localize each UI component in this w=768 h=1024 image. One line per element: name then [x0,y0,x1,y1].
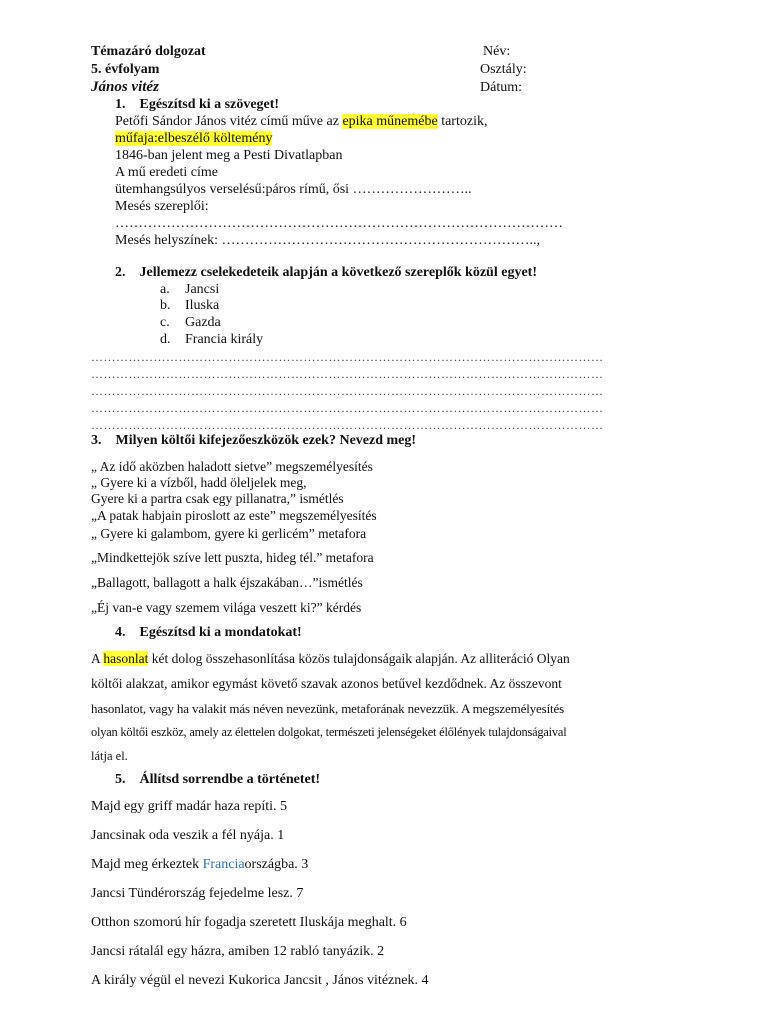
answer-dot-line: …………………………………………………………………………………………………………… [91,350,604,364]
q1-line-8: Mesés helyszínek: ………………………………………………………….., [115,233,541,248]
answer-dot-line: …………………………………………………………………………………………………………… [91,418,604,432]
q4-line-1-start: A [91,651,104,666]
q3-line: „A patak habjain piroslott az este” megszemélyesítés [91,508,377,523]
q2-option-b-letter: b. [160,298,171,313]
france-start: Majd meg érkeztek [91,857,203,872]
q3-line: „ Gyere ki a vízből, hadd öleljelek meg, [91,475,307,490]
answer-dot-line: …………………………………………………………………………………………………………… [91,401,604,415]
q4-line-1 [91,651,570,667]
story-item-france [91,857,308,873]
q1-line-2 [115,131,272,147]
q1-line-7: …………………………………………………………………………………… [115,216,563,231]
story-item: A király végül el nevezi Kukorica Jancsit , János vitéznek. 4 [91,973,429,988]
q4-heading: 4. Egészítsd ki a mondatokat! [115,625,302,640]
q1-highlight-epika: epika műnemébe [342,114,438,129]
q4-highlight-hasonlat: hasonlat [103,651,149,666]
q1-line-1 [115,114,487,130]
q3-line: Gyere ki a partra csak egy pillanatra,” ismétlés [91,491,344,506]
name-label: Név: [483,44,511,59]
q3-heading: 3. Milyen költői kifejezőeszközök ezek? Nevezd meg! [91,433,417,448]
q2-option-a: Jancsi [185,282,220,297]
q2-option-c-letter: c. [160,315,170,330]
story-item: Jancsi rátalál egy házra, amiben 12 rabló tanyázik. 2 [91,944,385,959]
story-item: Majd egy griff madár haza repíti. 5 [91,799,288,814]
q3-line: „Ballagott, ballagott a halk éjszakában…”ismétlés [91,575,363,590]
subject-title: János vitéz [91,79,159,95]
q5-heading: 5. Állítsd sorrendbe a történetet! [115,772,321,787]
answer-dot-line: …………………………………………………………………………………………………………… [91,384,604,398]
q2-option-a-letter: a. [160,282,170,297]
france-word: Francia [202,857,245,872]
q2-option-d-letter: d. [160,332,171,347]
answer-dot-line: …………………………………………………………………………………………………………… [91,367,604,381]
q1-line-6: Mesés szereplői: [115,199,209,214]
q4-line-3: hasonlatot, vagy ha valakit más néven nevezünk, metaforának nevezzük. A megszemélyesítés [91,701,565,716]
q4-line-2: költői alakzat, amikor egymást követő szavak azonos betűvel kezdődnek. Az összevont [91,676,562,691]
q1-highlight-genre: műfaja:elbeszélő költemény [115,131,273,146]
france-end: országba. 3 [244,857,309,872]
q4-line-1-end: két dolog összehasonlítása közös tulajdonságaik alapján. Az alliteráció Olyan [148,651,570,666]
q1-line-3: 1846-ban jelent meg a Pesti Divatlapban [115,148,343,163]
q4-line-4: olyan költői eszköz, amely az élettelen dolgokat, természeti jelenségeket élőlények tulajdonságaival [91,725,567,739]
worksheet-title: Témazáró dolgozat [91,44,206,59]
grade-label: 5. évfolyam [91,62,160,77]
q2-option-b: Iluska [185,298,220,313]
q4-line-5: látja el. [91,749,128,763]
date-label: Dátum: [480,80,522,95]
q1-heading: 1. Egészítsd ki a szöveget! [115,97,280,112]
story-item: Jancsi Tündérország fejedelme lesz. 7 [91,886,304,901]
story-item: Jancsinak oda veszik a fél nyája. 1 [91,828,285,843]
q3-line: „ Az idő aközben haladott sietve” megszemélyesítés [91,459,373,474]
q2-option-c: Gazda [185,315,221,330]
q1-line-1-end: tartozik, [437,114,488,129]
q2-option-d: Francia király [185,332,264,347]
q1-line-1-start: Petőfi Sándor János vitéz című műve az [115,114,343,129]
story-item: Otthon szomorú hír fogadja szeretett Iluskája meghalt. 6 [91,915,407,930]
q3-line: „ Gyere ki galambom, gyere ki gerlicém” metafora [91,526,367,541]
q1-line-4: A mű eredeti címe [115,165,219,180]
class-label: Osztály: [480,62,527,77]
q3-line: „Éj van-e vagy szemem világa veszett ki?” kérdés [91,600,362,615]
q3-line: „Mindkettejök szíve lett puszta, hideg tél.” metafora [91,550,374,565]
q2-heading: 2. Jellemezz cselekedeteik alapján a következő szereplők közül egyet! [115,265,537,280]
q1-line-5: ütemhangsúlyos verselésű:páros rímű, ősi …………………….. [115,182,472,197]
